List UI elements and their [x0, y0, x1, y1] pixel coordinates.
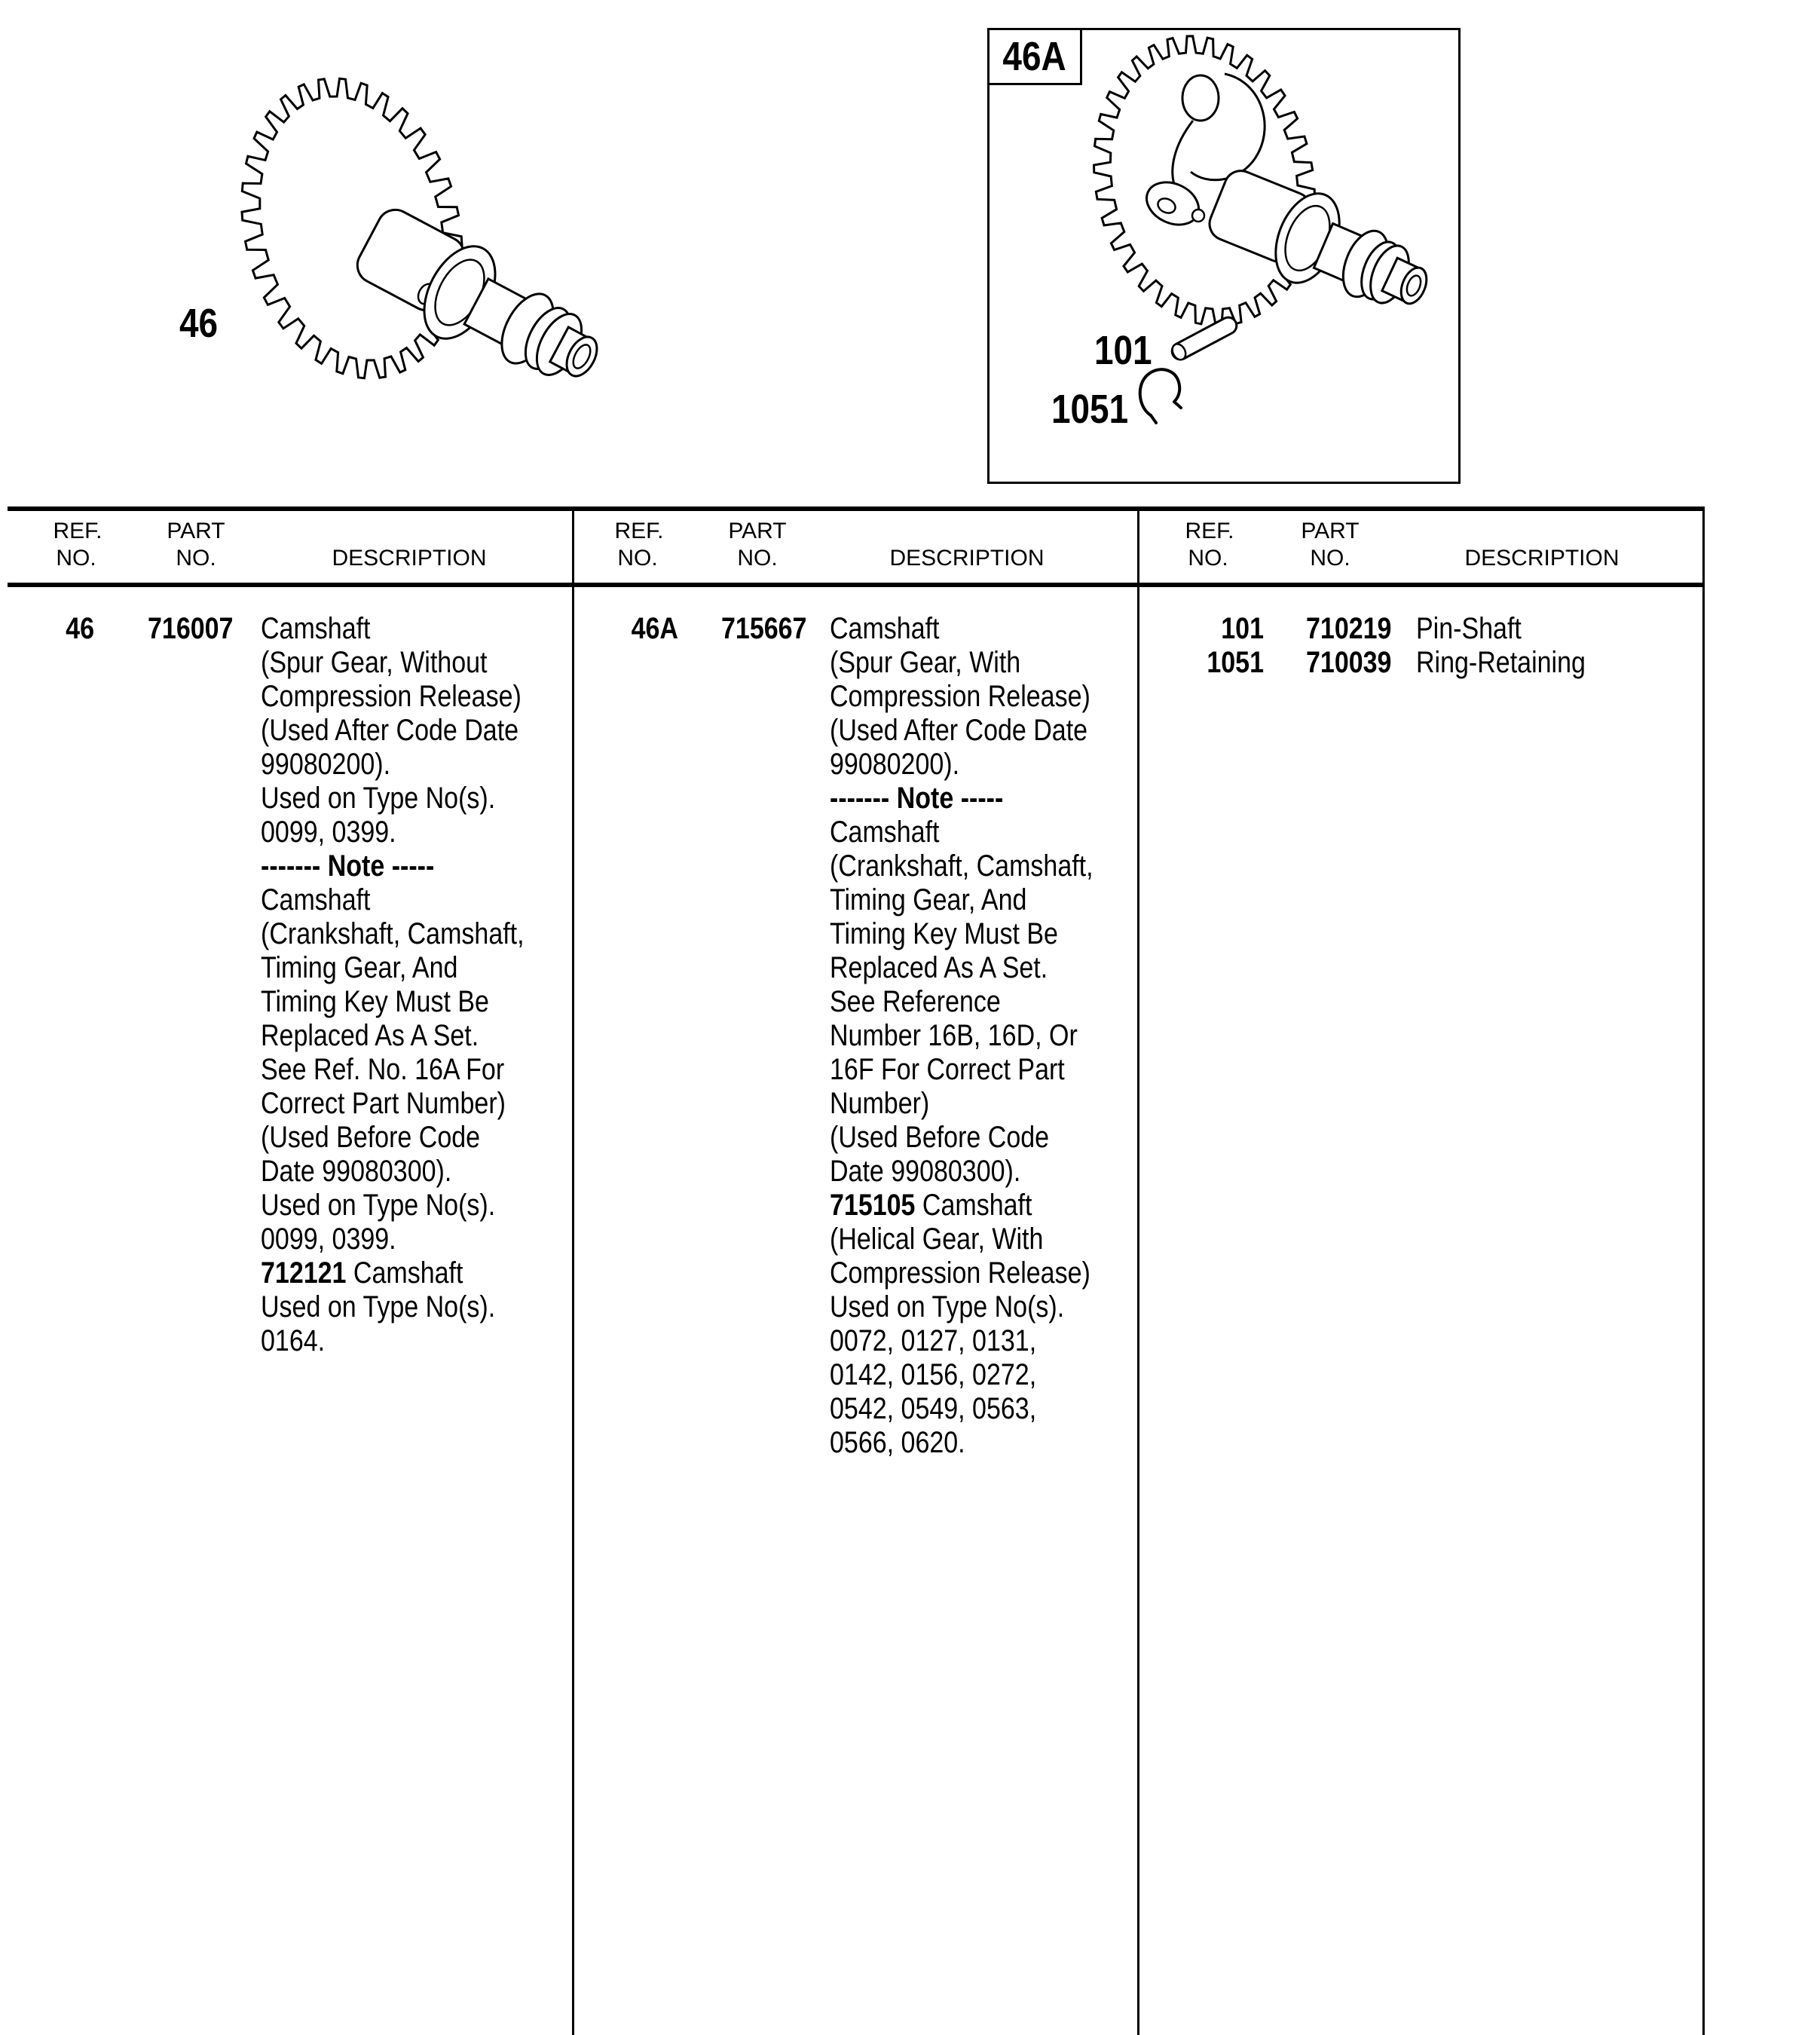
- col1-header-part-1: PART: [167, 519, 225, 543]
- col2-description: Camshaft (Spur Gear, With Compression Release) (Used After Code Date 99080200). ------- Note ----- Camshaft (Crankshaft, Camshaft, Timing Gear, And Timing Key Must Be Replaced As A Set. See Reference Number 16B, 16D, Or 16F For Correct Part Number) (Used Before Code Date 99080300). 715105 Camshaft (Helical Gear, With Compression Release) Used on Type No(s). 0072, 0127, 0131, 0142, 0156, 0272, 0542, 0549, 0563, 0566, 0620.: [830, 612, 1094, 1459]
- figure-46a-label: 46A: [1002, 34, 1067, 79]
- col1-header-ref-2: NO.: [56, 546, 96, 571]
- col3-row1-part: 710219: [1306, 612, 1392, 645]
- col2-header-part-1: PART: [728, 519, 787, 543]
- col2-part-no: 715667: [721, 612, 807, 645]
- col3-header-ref-1: REF.: [1185, 519, 1234, 543]
- col3-header-part-1: PART: [1301, 519, 1360, 543]
- col2-header-ref-2: NO.: [617, 546, 658, 571]
- col3-row2-ref: 1051: [1207, 646, 1264, 679]
- col3-header-ref-2: NO.: [1188, 546, 1228, 571]
- col1-description: Camshaft (Spur Gear, Without Compression Release) (Used After Code Date 99080200). Used on Type No(s). 0099, 0399. ------- Note ----- Camshaft (Crankshaft, Camshaft, Timing Gear, And Timing Key Must Be Replaced As A Set. See Ref. No. 16A For Correct Part Number) (Used Before Code Date 99080300). Used on Type No(s). 0099, 0399. 712121 Camshaft Used on Type No(s). 0164.: [261, 612, 525, 1357]
- camshaft-46a-drawing: [1068, 15, 1431, 346]
- camshaft-illustrations: [0, 0, 1820, 513]
- col3-row2-description: Ring-Retaining: [1416, 646, 1586, 679]
- figure-101-label: 101: [1094, 328, 1152, 373]
- table-column-divider-2: [1137, 506, 1139, 2035]
- col2-header-ref-1: REF.: [614, 519, 664, 543]
- pin-shaft-icon: [1169, 314, 1239, 363]
- figure-46-label: 46: [179, 301, 219, 346]
- camshaft-46-drawing: [211, 55, 603, 402]
- col3-header-description: DESCRIPTION: [1464, 546, 1620, 571]
- col1-header-description: DESCRIPTION: [332, 546, 487, 571]
- col3-header-part-2: NO.: [1310, 546, 1350, 571]
- table-column-divider-1: [572, 506, 574, 2035]
- col3-row2-part: 710039: [1306, 646, 1392, 679]
- col1-header-part-2: NO.: [176, 546, 216, 571]
- col2-header-description: DESCRIPTION: [889, 546, 1045, 571]
- table-header-border: [8, 583, 1705, 587]
- col2-header-part-2: NO.: [737, 546, 778, 571]
- table-right-border: [1702, 506, 1705, 2035]
- retaining-ring-icon: [1140, 369, 1181, 423]
- col1-part-no: 716007: [148, 612, 234, 645]
- col1-ref-no: 46: [66, 612, 94, 645]
- col1-header-ref-1: REF.: [53, 519, 102, 543]
- table-top-border: [8, 506, 1705, 511]
- col3-row1-ref: 101: [1221, 612, 1264, 645]
- col3-row1-description: Pin-Shaft: [1416, 612, 1522, 645]
- figure-1051-label: 1051: [1051, 387, 1129, 432]
- col2-ref-no: 46A: [631, 612, 678, 645]
